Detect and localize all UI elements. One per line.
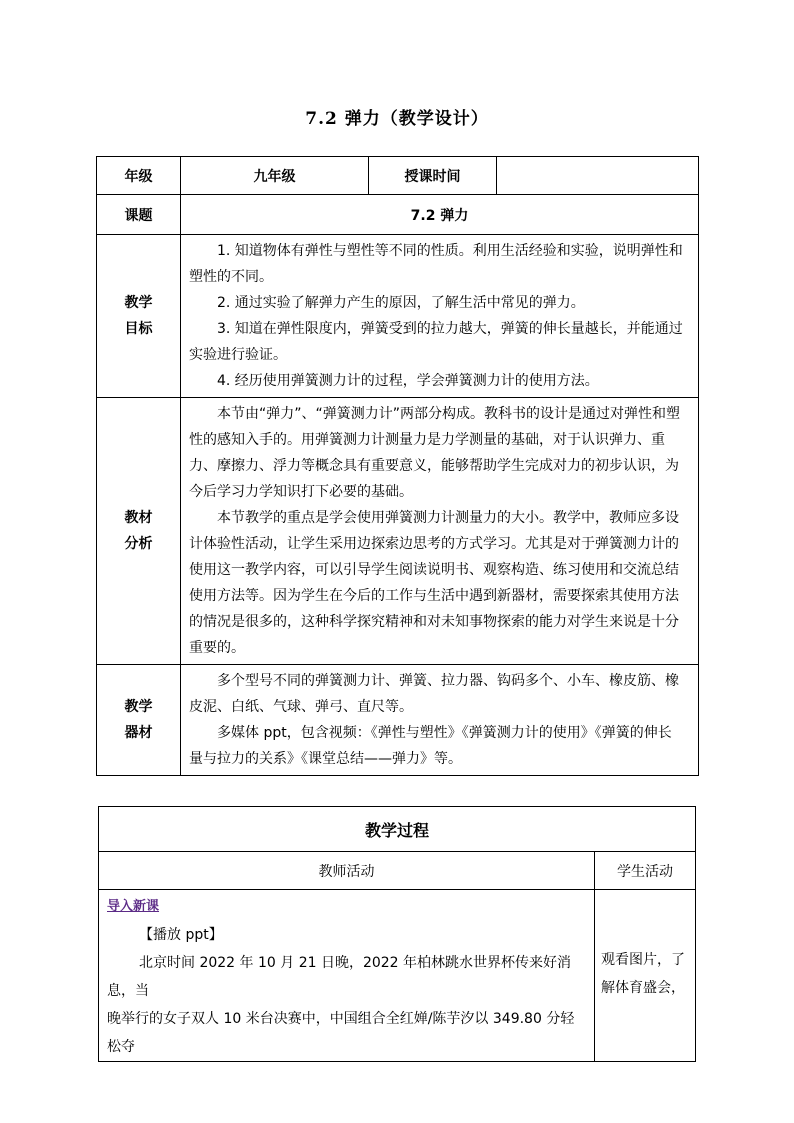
document-title: 7.2 弹力（教学设计） [305, 109, 489, 129]
analysis-label-line-2: 分析 [124, 536, 153, 552]
teaching-process-table [98, 806, 696, 1062]
teacher-activity-header: 教师活动 [99, 852, 595, 890]
topic-row [97, 195, 699, 235]
grade-row [97, 157, 699, 195]
time-label: 授课时间 [369, 157, 497, 195]
analysis-content [181, 398, 699, 665]
goals-label [97, 235, 181, 398]
teacher-text-line: 晚举行的女子双人 10 米台决赛中，中国组合全红婵/陈芋汐以 349.80 分轻松夺 [107, 1011, 575, 1055]
grade-label: 年级 [97, 157, 181, 195]
student-text-line: 解体育盛会， [601, 980, 685, 996]
teacher-text-line: 北京时间 2022 年 10 月 21 日晚，2022 年柏林跳水世界杯传来好消息，当 [107, 955, 572, 999]
goals-row [97, 235, 699, 398]
process-title-row [99, 807, 696, 852]
analysis-label-line-1: 教材 [124, 510, 153, 526]
process-header-row [99, 852, 696, 890]
teacher-activity-cell [99, 890, 595, 1062]
equipment-row [97, 665, 699, 776]
intro-new-lesson-link[interactable]: 导入新课 [107, 899, 160, 914]
analysis-label [97, 398, 181, 665]
equipment-label-line-2: 器材 [124, 725, 153, 741]
equipment-content [181, 665, 699, 776]
goal-item: 2. 通过实验了解弹力产生的原因，了解生活中常见的弹力。 [217, 295, 585, 311]
analysis-row [97, 398, 699, 665]
topic-value: 7.2 弹力 [181, 195, 699, 235]
equipment-paragraph: 多个型号不同的弹簧测力计、弹簧、拉力器、钩码多个、小车、橡皮筋、橡皮泥、白纸、气球、弹弓、直尺等。 [189, 673, 679, 715]
goal-item: 3. 知道在弹性限度内，弹簧受到的拉力越大，弹簧的伸长量越长，并能通过实验进行验证。 [189, 321, 683, 363]
goal-item: 4. 经历使用弹簧测力计的过程，学会弹簧测力计的使用方法。 [217, 373, 599, 389]
student-activity-cell [595, 890, 696, 1062]
goals-label-line-1: 教学 [124, 295, 153, 311]
goal-item: 1. 知道物体有弹性与塑性等不同的性质。利用生活经验和实验，说明弹性和塑性的不同。 [189, 243, 683, 285]
equipment-label [97, 665, 181, 776]
topic-label: 课题 [97, 195, 181, 235]
grade-value: 九年级 [181, 157, 369, 195]
process-title: 教学过程 [99, 807, 696, 852]
student-activity-header: 学生活动 [595, 852, 696, 890]
ppt-note: 【播放 ppt】 [139, 927, 223, 943]
analysis-paragraph: 本节由“弹力”、“弹簧测力计”两部分构成。教科书的设计是通过对弹性和塑性的感知入手的。用弹簧测力计测量力是力学测量的基础，对于认识弹力、重力、摩擦力、浮力等概念具有重要意义，能够帮助学生完成对力的初步认识，为今后学习力学知识打下必要的基础。 [189, 406, 681, 500]
goals-content [181, 235, 699, 398]
time-value [497, 157, 699, 195]
lesson-info-table [96, 156, 699, 776]
student-text-line: 观看图片，了 [601, 952, 685, 968]
process-content-row [99, 890, 696, 1062]
analysis-paragraph: 本节教学的重点是学会使用弹簧测力计测量力的大小。教学中，教师应多设计体验性活动，让学生采用边探索边思考的方式学习。尤其是对于弹簧测力计的使用这一教学内容，可以引导学生阅读说明书、观察构造、练习使用和交流总结使用方法等。因为学生在今后的工作与生活中遇到新器材，需要探索其使用方法的情况是很多的，这种科学探究精神和对未知事物探索的能力对学生来说是十分重要的。 [189, 510, 679, 656]
goals-label-line-2: 目标 [124, 321, 153, 337]
equipment-label-line-1: 教学 [124, 699, 153, 715]
equipment-paragraph: 多媒体 ppt，包含视频：《弹性与塑性》《弹簧测力计的使用》《弹簧的伸长量与拉力的关系》《课堂总结——弹力》等。 [189, 725, 672, 767]
